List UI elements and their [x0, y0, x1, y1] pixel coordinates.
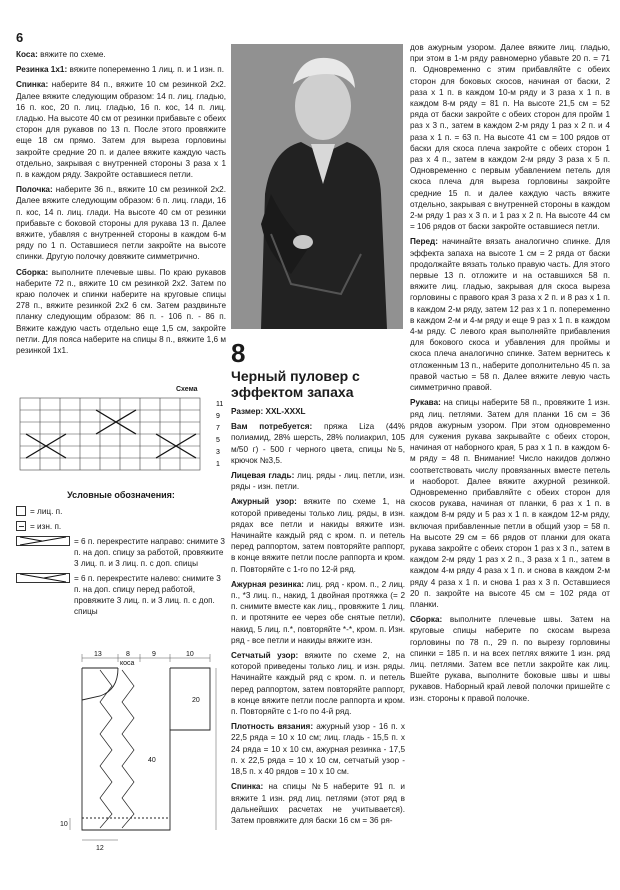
stockinette-paragraph: [231, 470, 405, 492]
back-cont-text: дов ажурным узором. Далее вяжите лиц. гладью, при этом в 1-м ряду равномерно убавьте 20 п. = 71 п. Одновременно с этим прибавляйте с обеих сторон для боковых скосов, начиная от баски, 2 раза x 1 п. в каждом 10-м ряду и 3 раза x 1 п. в каждом 8-м ряду = 81 п. На высоте 21,5 см = 52 ряда от баски закройте с обеих сторон для пройм 1 раз x 3 п., затем в каждом 2-м ряду 1 раз x 2 п. и 4 раза x 1 п. = 63 п. На высоте 41 см = 100 рядов от баски для скоса плеча закройте с обеих сторон 1 раз x 4 п., затем в каждом 2-м ряду 3 раза x 5 п. Одновременно с первым убавлением петель для скоса плеча для выреза горловины закройте средние 15 п. и далее каждую часть вяжите отдельно, закрывая с внутренней стороны в каждом 2-м ряду 1 раз x 3 п. и 1 раз x 2 п. На высоте 44 см = 106 рядов от баски закройте оставшиеся петли.: [410, 43, 610, 232]
mesh-text: вяжите по схеме 2, на которой приведены только лиц. и изн. ряды. Начинайте каждый ряд с кром. п. и петель перед раппортом, затем повторяйте раппорт, в конце вяжите петли после раппорта и кром. п. Повторяйте с 1-го по 4-й ряд.: [231, 651, 406, 717]
kosa-text: вяжите по схеме.: [40, 50, 106, 59]
legend: [16, 490, 226, 621]
back-cont-paragraph: [410, 42, 610, 232]
back2-text: на спицы №5 наберите 91 п. и вяжите 1 изн. ряд лиц. петлями (этот ряд в дальнейших расчетах не учитывается). Затем провяжите для баски 16 см = 36 ря-: [231, 782, 405, 825]
front2-heading: Перед:: [410, 237, 438, 247]
scheme-row-11: 11: [216, 401, 224, 408]
scheme-row-7: 7: [216, 425, 220, 432]
kosa-paragraph: [16, 49, 226, 60]
stockinette-text: лиц. ряды - лиц. петли, изн. ряды - изн. петли.: [231, 471, 405, 492]
schematic-kosa-label: коса: [120, 660, 135, 667]
scheme-title: Схема: [176, 386, 198, 393]
front-text: наберите 36 п., вяжите 10 см резинкой 2x2. Далее вяжите следующим образом: 6 п. лиц. глади, 16 п. кос, 14 п. лиц. глади. На высоте 40 см от резинки прибавьте с боковой стороны для рукава 13 п. Далее вяжите, убавляя с внутренней стороны в каждом 6-м ряду по 1 п. Оставшиеся петли закройте на высоте спинки. Другую полочку довяжите симметрично.: [16, 185, 226, 262]
page-number: 6: [16, 30, 24, 45]
schematic-top-9: 9: [152, 651, 156, 658]
assembly-text: выполните плечевые швы. По краю рукавов наберите 72 п., вяжите 10 см резинкой 2x2. Затем по краю полочек и спинки наберите на круговые спицы 278 п., вяжите резинкой 2x2 6 см. Затем раздвиньте планку следующим образом: 86 п. - 106 п. - 86 п. Вяжите каждую часть отдельно еще 1,5 см, закройте петли. Для пояса наберите на спицы 8 п., вяжите 1,6 м резинкой 1x1.: [16, 267, 226, 356]
scheme-row-3: 3: [216, 449, 220, 456]
front-heading: Полочка:: [16, 185, 53, 195]
model-photo: [231, 44, 403, 329]
gauge-text: ажурный узор - 16 п. x 22,5 ряда = 10 x 10 см; лиц. гладь - 15,5 п. x 24 ряда = 10 x 10 см, ажурная резинка - 17,5 п. x 22,5 ряда = 10 x 10 см, сетчатый узор - 18,5 п. x 40 рядов = 10 x 10 см.: [231, 722, 406, 777]
back-paragraph: [16, 79, 226, 180]
size-heading: Размер:: [231, 407, 264, 416]
mesh-paragraph: [231, 650, 405, 717]
mesh-heading: Сетчатый узор:: [231, 651, 299, 661]
gauge-heading: Плотность вязания:: [231, 722, 314, 732]
legend-item-cross-left: [16, 573, 226, 617]
purl-symbol-icon: [16, 521, 26, 531]
sleeves-heading: Рукава:: [410, 398, 441, 408]
lace-paragraph: [231, 496, 405, 574]
column-left: [16, 0, 226, 360]
rib-text: вяжите попеременно 1 лиц. п. и 1 изн. п.: [69, 65, 224, 75]
back-heading: Спинка:: [16, 80, 49, 90]
schematic-left-10: 10: [60, 821, 68, 828]
legend-text: = 6 п. перекрестите налево: снимите 3 п. на доп. спицу перед работой, провяжите 3 лиц. п. и 3 лиц. п. с доп. спицы: [74, 574, 221, 616]
legend-text: = 6 п. перекрестите направо: снимите 3 п. на доп. спицу за работой, провяжите 3 лиц. п. и 3 лиц. п. с доп. спицы: [74, 537, 225, 568]
lace-rib-paragraph: [231, 579, 405, 646]
schematic-right-20: 20: [192, 697, 200, 704]
stockinette-heading: Лицевая гладь:: [231, 471, 295, 481]
assembly2-heading: Сборка:: [410, 615, 443, 625]
front2-text: начинайте вязать аналогично спинке. Для эффекта запаха на высоте 1 см = 2 ряда от баски продолжайте вязать только правую часть. Для этого первые 13 п. отложите и на оставшихся 58 п. вяжите лиц. гладью, закрывая для скоса выреза горловины с правого края 3 раза x 2 п. и 8 раз x 1 п. в каждом 2-м ряду, затем 12 раз x 1 п. попеременно в каждом 2-м и 4-м ряду и еще 9 раз x 1 п. в каждом 4-м ряду. С левого края выполняйте прибавления для бокового скоса и убавления для проймы и скоса плеча аналогично спинке. Затем вернитесь к отложенным 13 п., наберите дополнительно 45 п. за правой частью = 58 п. Далее вяжите левую часть симметрично правой.: [410, 237, 611, 393]
schematic-bottom-12: 12: [96, 845, 104, 852]
pattern-number: 8: [231, 338, 246, 368]
size-paragraph: [231, 406, 405, 417]
schematic-top-8: 8: [126, 651, 130, 658]
cross-right-symbol-icon: [16, 536, 70, 546]
lace-rib-text: лиц. ряд - кром. п., 2 лиц. п., *3 лиц. п., накид, 1 двойная протяжка (= 2 п. снимите вместе как лиц., провяжите 1 лиц. п. и протяните ее через обе снятые петли), накид, 5 лиц. п.*, повторяйте *-*, кром. п. Изн. ряд - все петли и накиды вяжите изн.: [231, 579, 406, 645]
assembly-heading: Сборка:: [16, 267, 49, 277]
rib-heading: Резинка 1x1:: [16, 65, 68, 75]
legend-text: = лиц. п.: [30, 507, 63, 516]
woman-in-pullover-image: [231, 44, 403, 329]
legend-title: Условные обозначения:: [67, 490, 175, 500]
lace-text: вяжите по схеме 1, на которой приведены только лиц. ряды, в изн. рядах все петли и накиды вяжите изн. Начинайте каждый ряд с кром. п. и петель перед раппортом, затем повторяйте раппорт, в конце вяжите петли после раппорта и кром. п. Повторяйте с 1-го по 12-й ряд.: [231, 497, 406, 574]
legend-item-knit: [16, 506, 226, 517]
assembly2-text: выполните плечевые швы. Затем на круговые спицы наберите по скосам выреза горловины по 78 п., 29 п. по вырезу горловины спинки = 185 п. и на всех петлях вяжите 1 изн. ряд лиц. петлями. Затем все петли закройте как лиц. Вшейте рукава, выполните боковые швы и швы рукавов. Наборный край левой полочки пришейте с изн. стороны к правой полочке.: [410, 615, 610, 703]
column-middle: [231, 338, 405, 830]
size-value: XXL-XXXL: [265, 407, 306, 416]
rib-paragraph: [16, 64, 226, 75]
scheme-row-9: 9: [216, 413, 220, 420]
schematic-top-13: 13: [94, 651, 102, 658]
materials-paragraph: [231, 421, 405, 466]
legend-item-cross-right: [16, 536, 226, 569]
legend-item-purl: [16, 521, 226, 532]
front-paragraph: [16, 184, 226, 262]
back-text: наберите 84 п., вяжите 10 см резинкой 2x2. Далее вяжите следующим образом: 14 п. лиц. гладью, 16 п. кос, 20 п. лиц. гладью, 16 п. кос, 14 п. лиц. гладью. На высоте 40 см от резинки прибавьте с обеих сторон для рукавов по 13 п. После этого провяжите еще 18 см прямо. Затем для выреза горловины закройте средние 20 п. и далее вяжите каждую часть отдельно, закрывая с внутренней стороны 3 раза x 1 п. в каждом ряду. Закройте оставшиеся петли.: [16, 80, 226, 180]
gauge-paragraph: [231, 721, 405, 777]
scheme-row-5: 5: [216, 437, 220, 444]
knit-symbol-icon: [16, 506, 26, 516]
materials-heading: Вам потребуется:: [231, 422, 313, 432]
schematic-right-40: 40: [148, 757, 156, 764]
assembly-paragraph: [16, 267, 226, 357]
cross-left-symbol-icon: [16, 573, 70, 583]
back2-paragraph: [231, 781, 405, 826]
assembly2-paragraph: [410, 614, 610, 704]
lace-rib-heading: Ажурная резинка:: [231, 579, 304, 589]
materials-text: пряжа Liza (44% полиамид, 28% шерсть, 28% полиакрил, 105 м/50 г) - 500 г черного цвета, спицы №5, крючок №3,5.: [231, 422, 405, 465]
back2-heading: Спинка:: [231, 782, 264, 792]
cable-scheme: [16, 396, 226, 476]
column-right: [410, 42, 610, 708]
kosa-heading: Коса:: [16, 50, 38, 59]
garment-schematic: [60, 650, 220, 855]
sleeves-paragraph: [410, 397, 610, 610]
front2-paragraph: [410, 236, 610, 393]
legend-text: = изн. п.: [30, 522, 62, 531]
scheme-row-1: 1: [216, 461, 220, 468]
sleeves-text: на спицы наберите 58 п., провяжите 1 изн. ряд лиц. петлями. Затем для планки 16 см = 36 рядов ажурным узором. При этом одновременно для сужения рукава закрывайте с обеих сторон, начиная от наборного края, 5 раз x 1 п. в каждом 6-м ряду = 48 п. Внимание! Число накидов должно соответствовать числу провязанных вместе петель и наоборот. Далее вяжите ажурной резинкой. Одновременно прибавляйте с обеих сторон для скосов рукава, начиная от планки, 6 раз x 1 п. в каждом 8-м ряду и 5 раз x 1 п. в каждом 12-м ряду, включая прибавленные петли в общий узор = 58 п. На высоте 29 см = 66 рядов от планки для оката рукава закройте с обеих сторон 1 раз x 3 п., затем в каждом 2-м ряду 1 раз x 2 п., 3 раза x 1 п., затем в каждом 4-м ряду 4 раза x 1 п. и снова в каждом 2-м ряду 4 раза x 1 п. и снова 1 раз x 3 п. Оставшиеся 20 п. закройте на высоте 45 см = 102 ряда от планки.: [410, 398, 611, 609]
pattern-title: Черный пуловер с эффектом запаха: [231, 368, 360, 400]
schematic-top-10: 10: [186, 651, 194, 658]
lace-heading: Ажурный узор:: [231, 497, 297, 507]
